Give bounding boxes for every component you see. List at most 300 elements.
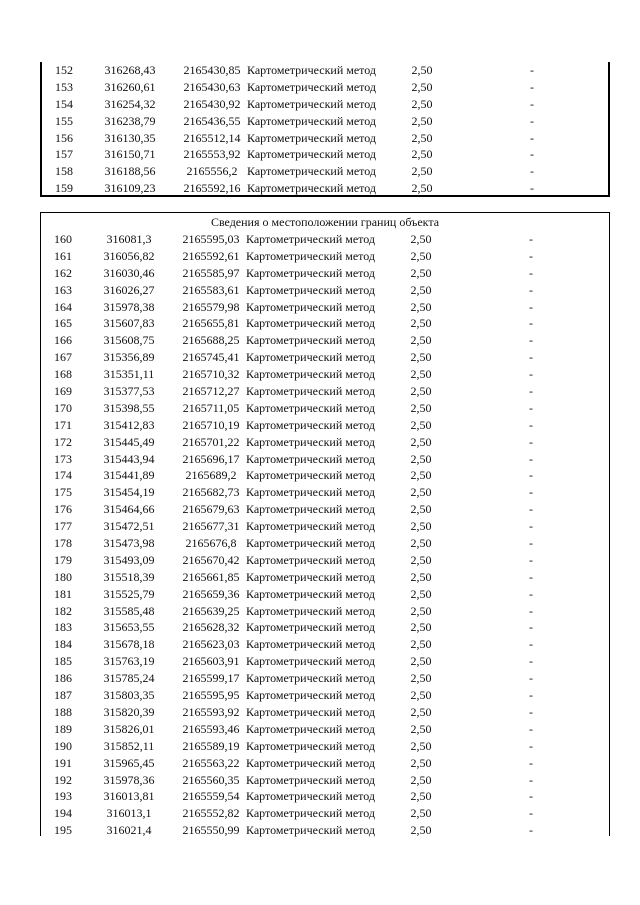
method-cell: Картометрический метод	[246, 688, 376, 703]
table-row	[41, 467, 609, 484]
coord-x-cell: 316150,71	[104, 147, 156, 162]
table-row	[41, 755, 609, 772]
description-cell: -	[529, 620, 533, 635]
description-cell: -	[529, 704, 533, 719]
coord-y-cell: 2165745,41	[182, 350, 240, 365]
point-number-cell: 179	[54, 552, 72, 567]
method-cell: Картометрический метод	[247, 130, 377, 145]
precision-cell: 2,50	[410, 620, 432, 635]
table-row	[41, 518, 609, 535]
coord-x-cell: 316081,3	[106, 232, 152, 246]
coord-y-cell: 2165550,99	[182, 823, 240, 838]
point-number-cell: 177	[54, 519, 72, 534]
method-cell: Картометрический метод	[246, 603, 376, 618]
coord-x-cell: 316021,4	[106, 823, 152, 838]
table-row	[41, 248, 609, 265]
point-number-cell: 157	[55, 147, 73, 162]
method-cell: Картометрический метод	[246, 316, 376, 331]
description-cell: -	[529, 350, 533, 365]
method-cell: Картометрический метод	[246, 536, 376, 551]
coord-x-cell: 316013,81	[103, 789, 155, 804]
precision-cell: 2,50	[410, 502, 432, 517]
coord-y-cell: 2165628,32	[182, 620, 240, 635]
table-row	[41, 315, 609, 332]
coord-x-cell: 315978,36	[103, 772, 155, 787]
coord-y-cell: 2165553,92	[183, 147, 241, 162]
table-row	[42, 146, 608, 163]
coord-y-cell: 2165592,16	[183, 181, 241, 196]
coord-x-cell: 316260,61	[104, 79, 156, 94]
point-number-cell: 192	[54, 772, 72, 787]
coord-y-cell: 2165585,97	[182, 265, 240, 280]
point-number-cell: 180	[54, 569, 72, 584]
coord-x-cell: 315803,35	[103, 688, 155, 703]
coord-x-cell: 316130,35	[104, 130, 156, 145]
point-number-cell: 156	[55, 130, 73, 145]
description-cell: -	[529, 485, 533, 500]
coord-x-cell: 315472,51	[103, 519, 155, 534]
coord-x-cell: 315785,24	[103, 671, 155, 686]
point-number-cell: 159	[55, 181, 73, 196]
description-cell: -	[529, 738, 533, 753]
point-number-cell: 181	[54, 586, 72, 601]
method-cell: Картометрический метод	[246, 265, 376, 280]
method-cell: Картометрический метод	[246, 671, 376, 686]
method-cell: Картометрический метод	[246, 282, 376, 297]
point-number-cell: 155	[55, 113, 73, 128]
precision-cell: 2,50	[410, 721, 432, 736]
coord-y-cell: 2165661,85	[182, 569, 240, 584]
point-number-cell: 194	[54, 806, 72, 821]
coord-y-cell: 2165563,22	[182, 755, 240, 770]
description-cell: -	[529, 789, 533, 804]
table-row	[41, 552, 609, 569]
point-number-cell: 174	[54, 468, 72, 483]
coord-y-cell: 2165595,95	[182, 688, 240, 703]
precision-cell: 2,50	[410, 704, 432, 719]
precision-cell: 2,50	[410, 333, 432, 348]
coord-y-cell: 2165710,32	[182, 367, 240, 382]
table-row	[41, 603, 609, 620]
method-cell: Картометрический метод	[246, 519, 376, 534]
point-number-cell: 178	[54, 536, 72, 551]
coord-x-cell: 315852,11	[103, 738, 155, 753]
table-row	[41, 535, 609, 552]
description-cell: -	[530, 181, 534, 196]
description-cell: -	[529, 603, 533, 618]
table-row	[41, 231, 609, 248]
precision-cell: 2,50	[410, 316, 432, 331]
method-cell: Картометрический метод	[246, 434, 376, 449]
point-number-cell: 161	[54, 248, 72, 263]
point-number-cell: 158	[55, 164, 73, 179]
table-row	[41, 687, 609, 704]
table-row	[41, 349, 609, 366]
coord-x-cell: 315585,48	[103, 603, 155, 618]
table-row	[42, 163, 608, 180]
point-number-cell: 176	[54, 502, 72, 517]
precision-cell: 2,50	[410, 468, 432, 483]
precision-cell: 2,50	[410, 603, 432, 618]
point-number-cell: 162	[54, 265, 72, 280]
coord-y-cell: 2165436,55	[183, 113, 241, 128]
description-cell: -	[529, 823, 533, 838]
coord-x-cell: 315441,89	[103, 468, 155, 483]
method-cell: Картометрический метод	[246, 823, 376, 838]
method-cell: Картометрический метод	[246, 620, 376, 635]
description-cell: -	[530, 63, 534, 77]
precision-cell: 2,50	[410, 232, 432, 246]
description-cell: -	[529, 384, 533, 399]
coord-x-cell: 316013,1	[106, 806, 152, 821]
coord-x-cell: 316026,27	[103, 282, 155, 297]
point-number-cell: 168	[54, 367, 72, 382]
table-row	[41, 822, 609, 839]
description-cell: -	[529, 434, 533, 449]
coord-y-cell: 2165583,61	[182, 282, 240, 297]
precision-cell: 2,50	[410, 434, 432, 449]
coord-y-cell: 2165689,2	[185, 468, 237, 483]
point-number-cell: 166	[54, 333, 72, 348]
method-cell: Картометрический метод	[246, 367, 376, 382]
coord-y-cell: 2165670,42	[182, 552, 240, 567]
method-cell: Картометрический метод	[246, 789, 376, 804]
table-body	[42, 62, 608, 197]
precision-cell: 2,50	[410, 738, 432, 753]
coord-y-cell: 2165679,63	[182, 502, 240, 517]
table-row	[41, 265, 609, 282]
method-cell: Картометрический метод	[246, 502, 376, 517]
precision-cell: 2,50	[410, 282, 432, 297]
point-number-cell: 160	[54, 232, 72, 246]
point-number-cell: 185	[54, 654, 72, 669]
coord-x-cell: 315473,98	[103, 536, 155, 551]
method-cell: Картометрический метод	[246, 772, 376, 787]
coord-x-cell: 316109,23	[104, 181, 156, 196]
method-cell: Картометрический метод	[247, 79, 377, 94]
point-number-cell: 163	[54, 282, 72, 297]
precision-cell: 2,50	[410, 789, 432, 804]
point-number-cell: 190	[54, 738, 72, 753]
description-cell: -	[530, 164, 534, 179]
precision-cell: 2,50	[411, 79, 433, 94]
method-cell: Картометрический метод	[246, 704, 376, 719]
coord-x-cell: 315653,55	[103, 620, 155, 635]
coord-x-cell: 315454,19	[103, 485, 155, 500]
description-cell: -	[529, 721, 533, 736]
description-cell: -	[529, 671, 533, 686]
description-cell: -	[530, 147, 534, 162]
table-row	[41, 788, 609, 805]
coord-y-cell: 2165430,85	[183, 63, 241, 77]
coord-y-cell: 2165560,35	[182, 772, 240, 787]
description-cell: -	[529, 755, 533, 770]
method-cell: Картометрический метод	[246, 485, 376, 500]
method-cell: Картометрический метод	[246, 654, 376, 669]
table-row	[41, 772, 609, 789]
point-number-cell: 169	[54, 384, 72, 399]
coord-y-cell: 2165639,25	[182, 603, 240, 618]
coord-y-cell: 2165599,17	[182, 671, 240, 686]
coord-y-cell: 2165556,2	[186, 164, 238, 179]
coord-x-cell: 316254,32	[104, 96, 156, 111]
method-cell: Картометрический метод	[246, 384, 376, 399]
coord-y-cell: 2165659,36	[182, 586, 240, 601]
precision-cell: 2,50	[410, 654, 432, 669]
description-cell: -	[529, 519, 533, 534]
description-cell: -	[529, 299, 533, 314]
point-number-cell: 171	[54, 417, 72, 432]
precision-cell: 2,50	[410, 400, 432, 415]
description-cell: -	[529, 569, 533, 584]
point-number-cell: 164	[54, 299, 72, 314]
table-section-title: Сведения о местоположении границ объекта	[210, 215, 440, 229]
coord-y-cell: 2165623,03	[182, 637, 240, 652]
coord-y-cell: 2165592,61	[182, 248, 240, 263]
coord-y-cell: 2165589,19	[182, 738, 240, 753]
coord-y-cell: 2165655,81	[182, 316, 240, 331]
precision-cell: 2,50	[410, 569, 432, 584]
table-row	[41, 434, 609, 451]
precision-cell: 2,50	[411, 63, 433, 77]
method-cell: Картометрический метод	[246, 552, 376, 567]
coord-x-cell: 315820,39	[103, 704, 155, 719]
coord-y-cell: 2165696,17	[182, 451, 240, 466]
point-number-cell: 186	[54, 671, 72, 686]
precision-cell: 2,50	[410, 350, 432, 365]
method-cell: Картометрический метод	[246, 333, 376, 348]
coord-x-cell: 315525,79	[103, 586, 155, 601]
coord-x-cell: 315518,39	[103, 569, 155, 584]
description-cell: -	[530, 96, 534, 111]
precision-cell: 2,50	[410, 248, 432, 263]
coord-x-cell: 316188,56	[104, 164, 156, 179]
point-number-cell: 153	[55, 79, 73, 94]
table-row	[41, 400, 609, 417]
coord-y-cell: 2165677,31	[182, 519, 240, 534]
coord-x-cell: 316030,46	[103, 265, 155, 280]
method-cell: Картометрический метод	[246, 721, 376, 736]
table-row	[41, 738, 609, 755]
point-number-cell: 189	[54, 721, 72, 736]
method-cell: Картометрический метод	[246, 637, 376, 652]
description-cell: -	[529, 552, 533, 567]
method-cell: Картометрический метод	[246, 468, 376, 483]
coordinates-table-continued	[40, 62, 610, 197]
precision-cell: 2,50	[410, 755, 432, 770]
table-row	[41, 619, 609, 636]
point-number-cell: 165	[54, 316, 72, 331]
table-row	[41, 501, 609, 518]
method-cell: Картометрический метод	[247, 96, 377, 111]
precision-cell: 2,50	[410, 367, 432, 382]
point-number-cell: 167	[54, 350, 72, 365]
coord-x-cell: 315398,55	[103, 400, 155, 415]
coord-x-cell: 316238,79	[104, 113, 156, 128]
precision-cell: 2,50	[411, 181, 433, 196]
boundary-coordinates-table	[40, 212, 610, 836]
precision-cell: 2,50	[411, 147, 433, 162]
method-cell: Картометрический метод	[247, 147, 377, 162]
description-cell: -	[529, 248, 533, 263]
table-row	[42, 113, 608, 130]
precision-cell: 2,50	[410, 552, 432, 567]
method-cell: Картометрический метод	[246, 299, 376, 314]
coord-y-cell: 2165559,54	[182, 789, 240, 804]
coord-x-cell: 316056,82	[103, 248, 155, 263]
method-cell: Картометрический метод	[246, 350, 376, 365]
table-row	[41, 299, 609, 316]
precision-cell: 2,50	[410, 384, 432, 399]
coord-y-cell: 2165579,98	[182, 299, 240, 314]
coord-y-cell: 2165430,92	[183, 96, 241, 111]
point-number-cell: 184	[54, 637, 72, 652]
precision-cell: 2,50	[410, 299, 432, 314]
description-cell: -	[529, 772, 533, 787]
coord-y-cell: 2165710,19	[182, 417, 240, 432]
table-row	[41, 569, 609, 586]
coord-y-cell: 2165676,8	[185, 536, 237, 551]
description-cell: -	[530, 79, 534, 94]
precision-cell: 2,50	[410, 519, 432, 534]
coord-x-cell: 315978,38	[103, 299, 155, 314]
coord-x-cell: 315763,19	[103, 654, 155, 669]
coord-x-cell: 316268,43	[104, 63, 156, 77]
point-number-cell: 173	[54, 451, 72, 466]
method-cell: Картометрический метод	[246, 755, 376, 770]
table-row	[41, 704, 609, 721]
precision-cell: 2,50	[410, 688, 432, 703]
coord-x-cell: 315356,89	[103, 350, 155, 365]
description-cell: -	[529, 232, 533, 246]
point-number-cell: 188	[54, 704, 72, 719]
precision-cell: 2,50	[411, 164, 433, 179]
point-number-cell: 191	[54, 755, 72, 770]
table-row	[42, 79, 608, 96]
point-number-cell: 193	[54, 789, 72, 804]
point-number-cell: 152	[55, 63, 73, 77]
coord-x-cell: 315377,53	[103, 384, 155, 399]
point-number-cell: 175	[54, 485, 72, 500]
table-row	[41, 586, 609, 603]
precision-cell: 2,50	[410, 417, 432, 432]
description-cell: -	[529, 654, 533, 669]
table-row	[41, 653, 609, 670]
method-cell: Картометрический метод	[246, 806, 376, 821]
description-cell: -	[530, 113, 534, 128]
description-cell: -	[529, 265, 533, 280]
method-cell: Картометрический метод	[246, 569, 376, 584]
precision-cell: 2,50	[410, 451, 432, 466]
coord-x-cell: 315607,83	[103, 316, 155, 331]
description-cell: -	[529, 400, 533, 415]
coord-x-cell: 315443,94	[103, 451, 155, 466]
method-cell: Картометрический метод	[246, 417, 376, 432]
precision-cell: 2,50	[411, 113, 433, 128]
precision-cell: 2,50	[410, 772, 432, 787]
precision-cell: 2,50	[410, 671, 432, 686]
description-cell: -	[529, 451, 533, 466]
table-row	[42, 62, 608, 79]
description-cell: -	[529, 417, 533, 432]
point-number-cell: 195	[54, 823, 72, 838]
point-number-cell: 172	[54, 434, 72, 449]
method-cell: Картометрический метод	[247, 164, 377, 179]
description-cell: -	[530, 130, 534, 145]
point-number-cell: 170	[54, 400, 72, 415]
coord-y-cell: 2165430,63	[183, 79, 241, 94]
description-cell: -	[529, 586, 533, 601]
table-row	[42, 130, 608, 147]
description-cell: -	[529, 282, 533, 297]
method-cell: Картометрический метод	[246, 248, 376, 263]
precision-cell: 2,50	[410, 536, 432, 551]
coord-x-cell: 315445,49	[103, 434, 155, 449]
table-row	[42, 96, 608, 113]
description-cell: -	[529, 333, 533, 348]
table-row	[41, 383, 609, 400]
method-cell: Картометрический метод	[246, 232, 376, 246]
precision-cell: 2,50	[410, 265, 432, 280]
method-cell: Картометрический метод	[247, 63, 377, 77]
coord-y-cell: 2165603,91	[182, 654, 240, 669]
coord-y-cell: 2165711,05	[182, 400, 240, 415]
method-cell: Картометрический метод	[247, 181, 377, 196]
precision-cell: 2,50	[411, 96, 433, 111]
method-cell: Картометрический метод	[246, 400, 376, 415]
precision-cell: 2,50	[411, 130, 433, 145]
description-cell: -	[529, 637, 533, 652]
table-row	[41, 670, 609, 687]
point-number-cell: 183	[54, 620, 72, 635]
table-row	[41, 451, 609, 468]
table-row	[41, 636, 609, 653]
coord-x-cell: 315826,01	[103, 721, 155, 736]
coord-x-cell: 315965,45	[103, 755, 155, 770]
description-cell: -	[529, 806, 533, 821]
precision-cell: 2,50	[410, 586, 432, 601]
precision-cell: 2,50	[410, 823, 432, 838]
table-row	[41, 805, 609, 822]
coord-y-cell: 2165682,73	[182, 485, 240, 500]
coord-x-cell: 315678,18	[103, 637, 155, 652]
point-number-cell: 182	[54, 603, 72, 618]
precision-cell: 2,50	[410, 806, 432, 821]
coord-x-cell: 315464,66	[103, 502, 155, 517]
coord-y-cell: 2165701,22	[182, 434, 240, 449]
coord-x-cell: 315351,11	[103, 367, 155, 382]
method-cell: Картометрический метод	[246, 738, 376, 753]
method-cell: Картометрический метод	[246, 586, 376, 601]
coord-y-cell: 2165552,82	[182, 806, 240, 821]
table-row	[41, 332, 609, 349]
coord-y-cell: 2165712,27	[182, 384, 240, 399]
coord-x-cell: 315493,09	[103, 552, 155, 567]
coord-y-cell: 2165593,92	[182, 704, 240, 719]
table-row	[41, 282, 609, 299]
precision-cell: 2,50	[410, 485, 432, 500]
coord-y-cell: 2165688,25	[182, 333, 240, 348]
table-row	[41, 417, 609, 434]
table-row	[41, 484, 609, 501]
coord-y-cell: 2165593,46	[182, 721, 240, 736]
method-cell: Картометрический метод	[247, 113, 377, 128]
description-cell: -	[529, 536, 533, 551]
description-cell: -	[529, 502, 533, 517]
precision-cell: 2,50	[410, 637, 432, 652]
description-cell: -	[529, 688, 533, 703]
table-row	[41, 366, 609, 383]
